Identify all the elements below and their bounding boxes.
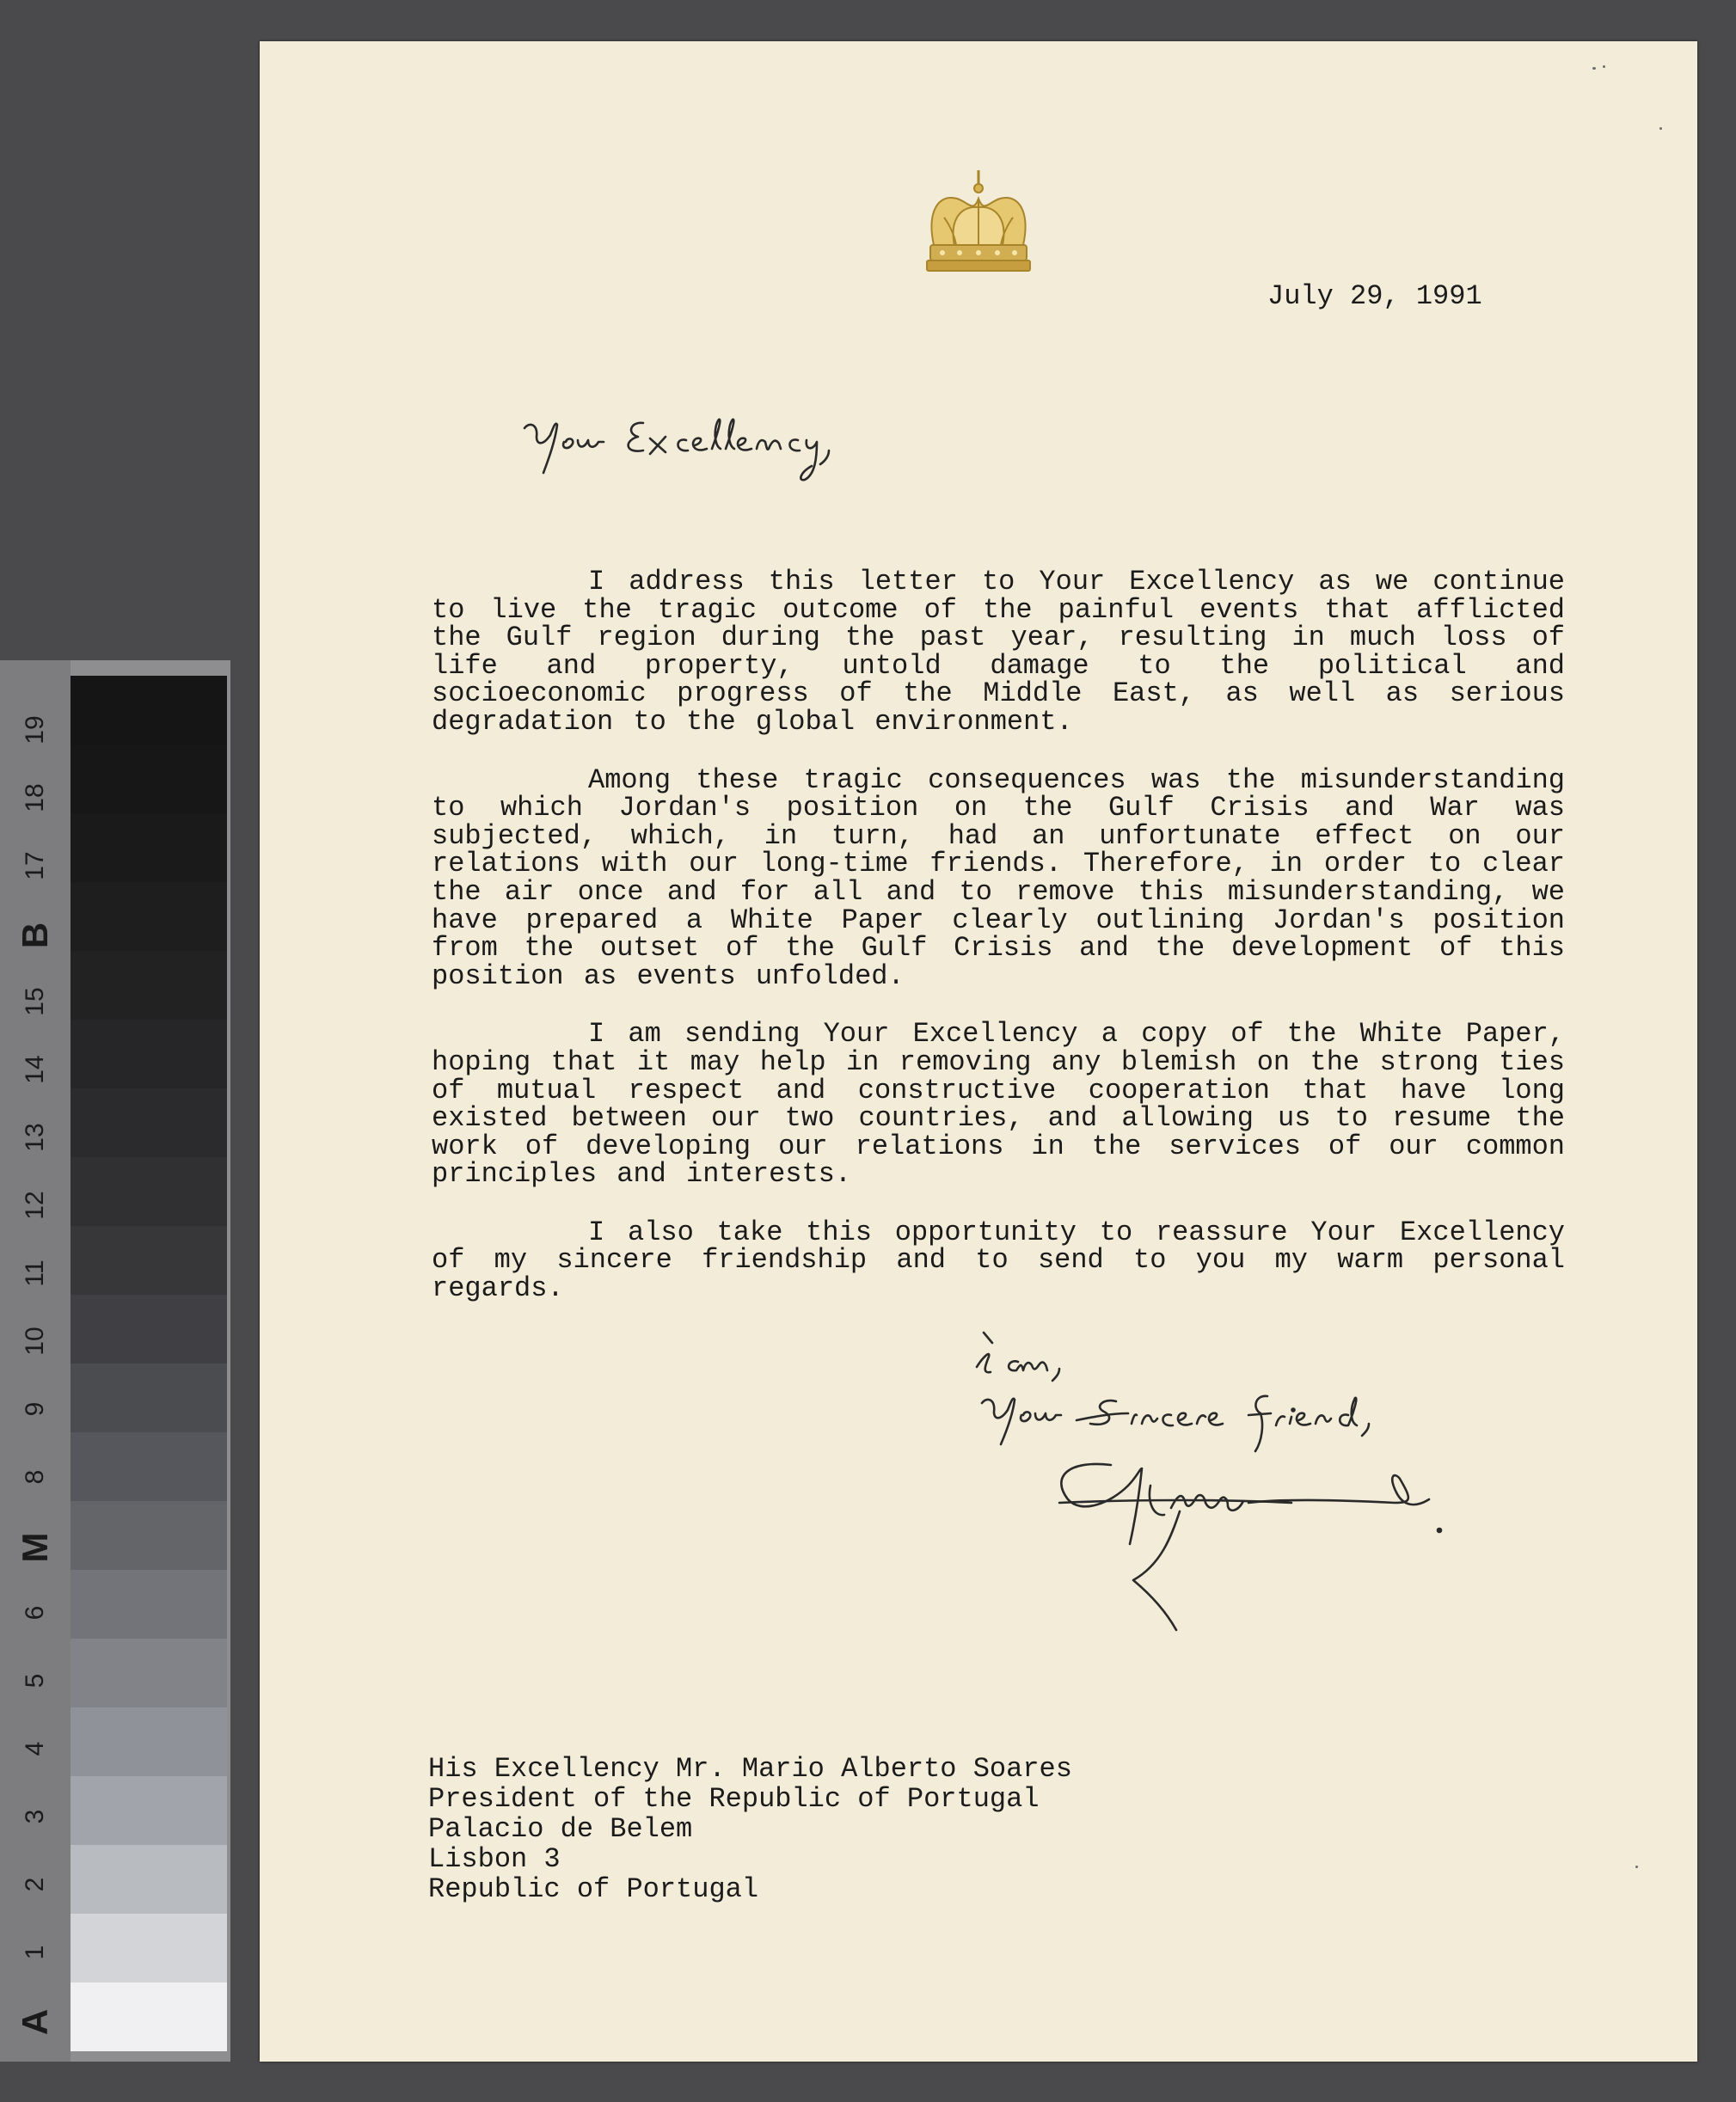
- address-line: President of the Republic of Portugal: [428, 1783, 1040, 1815]
- gray-patch: [71, 1364, 227, 1432]
- calibration-label: A: [15, 2008, 55, 2036]
- handwritten-closing-and-signature: [965, 1331, 1584, 1726]
- paper-speck: [1635, 1866, 1638, 1868]
- gray-patches: [71, 676, 227, 2051]
- gray-patch: [71, 1776, 227, 1845]
- calibration-label: 10: [21, 1327, 49, 1356]
- calibration-label: 11: [21, 1259, 49, 1287]
- calibration-label: 13: [21, 1123, 49, 1152]
- gray-patch: [71, 1570, 227, 1639]
- calibration-label: 1: [21, 1945, 49, 1960]
- gray-patch: [71, 1226, 227, 1295]
- gray-patch: [71, 1639, 227, 1707]
- color-calibration-card: [0, 660, 230, 2062]
- calibration-scale: [0, 660, 71, 2062]
- address-line: Republic of Portugal: [428, 1873, 759, 1905]
- paper-speck: [1592, 67, 1596, 70]
- gray-patch: [71, 1020, 227, 1088]
- calibration-label: 4: [21, 1741, 49, 1756]
- gray-patch: [71, 813, 227, 882]
- calibration-label: 17: [21, 851, 49, 880]
- gray-patch: [71, 1157, 227, 1226]
- gray-patch: [71, 1707, 227, 1776]
- calibration-label: 14: [21, 1055, 49, 1084]
- calibration-label: 15: [21, 987, 49, 1016]
- letter-paragraph: I am sending Your Excellency a copy of the White Paper, hoping that it may help in removing any blemish on the strong ties of mutual respect and constructive cooperation that have long existed between our two countries, and allowing us to resume the work of developing our relations in the services of our common principles and interests.: [432, 1018, 1565, 1191]
- letter-body: [432, 568, 1565, 1333]
- calibration-label: 3: [21, 1809, 49, 1824]
- handwritten-salutation: [518, 406, 913, 492]
- gray-patch: [71, 676, 227, 745]
- letter-date: July 29, 1991: [1267, 280, 1482, 312]
- gray-patch: [71, 1845, 227, 1914]
- letter-paragraph: I address this letter to Your Excellency as we continue to live the tragic outcome of the painful events that afflicted the Gulf region during the past year, resulting in much loss of life and property, untold damage to the political and socioeconomic progress of the Middle East, as well as serious degradation to the global environment.: [432, 566, 1565, 738]
- calibration-label: 6: [21, 1605, 49, 1621]
- gray-patch: [71, 1914, 227, 1982]
- address-line: Palacio de Belem: [428, 1813, 693, 1845]
- gray-patch: [71, 1088, 227, 1157]
- calibration-label: 18: [21, 783, 49, 812]
- gray-patch: [71, 745, 227, 813]
- paper-speck: [1603, 65, 1605, 68]
- calibration-label: B: [15, 922, 55, 949]
- calibration-label: M: [15, 1532, 55, 1563]
- calibration-label: 12: [21, 1191, 49, 1220]
- gray-patch: [71, 951, 227, 1020]
- address-line: His Excellency Mr. Mario Alberto Soares: [428, 1753, 1072, 1785]
- gray-patch: [71, 1982, 227, 2051]
- gray-patch: [71, 1295, 227, 1364]
- gray-patch: [71, 882, 227, 951]
- calibration-label: 5: [21, 1673, 49, 1688]
- paper-speck: [1659, 127, 1662, 130]
- letter-paragraph: I also take this opportunity to reassure Your Excellency of my sincere friendship and to send to you my warm personal regards.: [432, 1216, 1565, 1305]
- address-line: Lisbon 3: [428, 1843, 561, 1875]
- letter-paragraph: Among these tragic consequences was the misunderstanding to which Jordan's position on the Gulf Crisis and War was subjected, which, in turn, had an unfortunate effect on our relations with our long-time friends. Therefore, in order to clear the air once and for all and to remove this misunderstanding, we have prepared a White Paper clearly outlining Jordan's position from the outset of the Gulf Crisis and the development of this position as events unfolded.: [432, 763, 1565, 992]
- calibration-label: 9: [21, 1401, 49, 1417]
- calibration-label: 8: [21, 1469, 49, 1485]
- gray-patch: [71, 1501, 227, 1570]
- letter-page: [260, 41, 1697, 2062]
- gray-patch: [71, 1432, 227, 1501]
- calibration-label: 19: [21, 715, 49, 745]
- recipient-address: [428, 1754, 1072, 1904]
- royal-crown-emblem-icon: [918, 166, 1039, 278]
- calibration-label: 2: [21, 1877, 49, 1892]
